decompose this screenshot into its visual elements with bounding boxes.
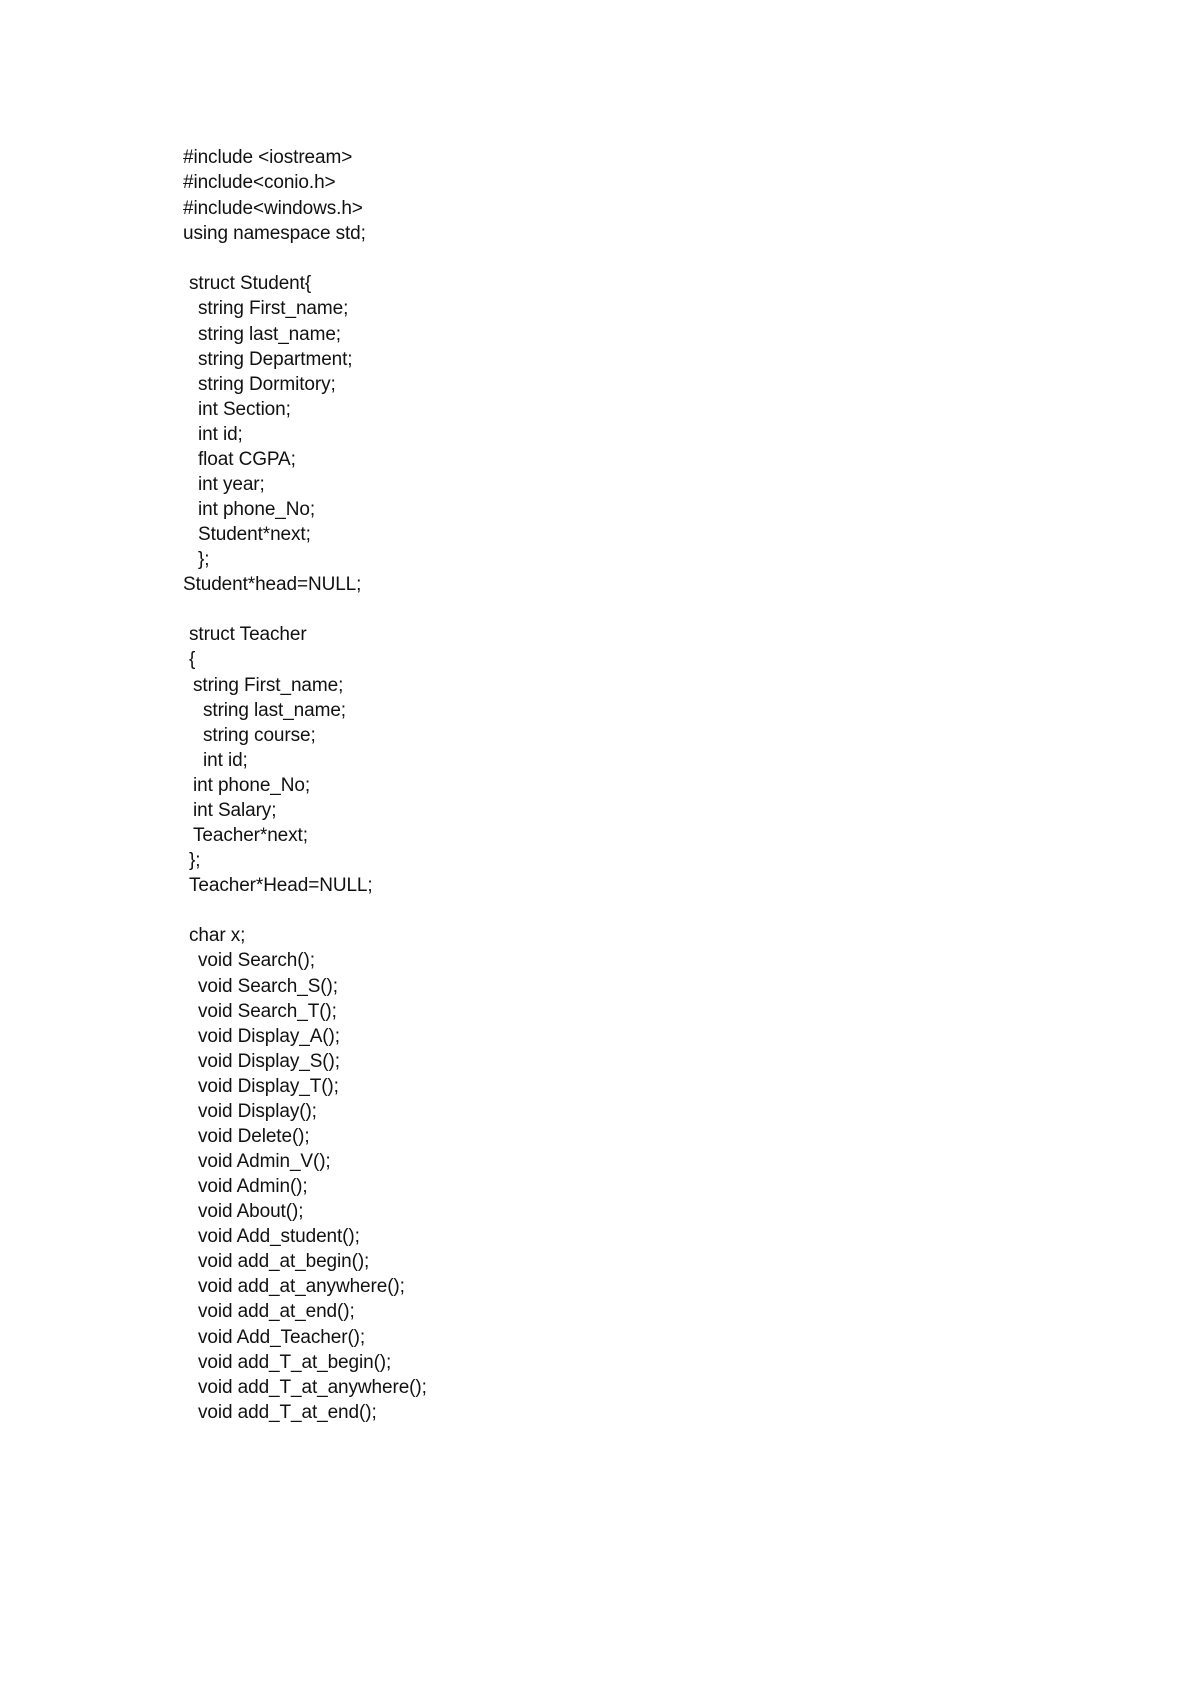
code-line: void Search_T(); xyxy=(198,1001,337,1022)
code-line: void Add_student(); xyxy=(198,1226,360,1247)
code-line: void Display_S(); xyxy=(198,1051,340,1072)
code-line: string Dormitory; xyxy=(198,374,336,395)
code-line: Student*next; xyxy=(198,524,311,545)
code-line: using namespace std; xyxy=(183,223,366,244)
code-line: { xyxy=(189,649,196,670)
code-line: string Department; xyxy=(198,349,353,370)
code-line: }; xyxy=(198,549,210,570)
code-line: void Admin_V(); xyxy=(198,1151,331,1172)
code-line: string last_name; xyxy=(198,324,341,345)
code-line: int phone_No; xyxy=(198,499,316,520)
code-line: int id; xyxy=(203,750,248,771)
code-line: void add_at_anywhere(); xyxy=(198,1276,405,1297)
code-line: void Search(); xyxy=(198,950,315,971)
code-line: struct Student{ xyxy=(189,273,312,294)
code-line: void Display(); xyxy=(198,1101,317,1122)
code-line: int id; xyxy=(198,424,243,445)
code-line: string last_name; xyxy=(203,700,346,721)
code-line: }; xyxy=(189,850,201,871)
code-line: int Salary; xyxy=(193,800,277,821)
code-line: int Section; xyxy=(198,399,291,420)
code-line: int year; xyxy=(198,474,265,495)
code-line: void Delete(); xyxy=(198,1126,310,1147)
code-line: #include<windows.h> xyxy=(183,198,363,219)
code-line: void add_T_at_anywhere(); xyxy=(198,1377,427,1398)
code-line: float CGPA; xyxy=(198,449,296,470)
code-line: Teacher*next; xyxy=(193,825,308,846)
code-line: string First_name; xyxy=(198,298,349,319)
code-line: void Search_S(); xyxy=(198,976,338,997)
code-line: void Display_T(); xyxy=(198,1076,339,1097)
code-line: string First_name; xyxy=(193,675,344,696)
code-line: Teacher*Head=NULL; xyxy=(189,875,373,896)
code-line: int phone_No; xyxy=(193,775,311,796)
code-line: void Add_Teacher(); xyxy=(198,1327,366,1348)
code-line: void add_at_begin(); xyxy=(198,1251,370,1272)
code-line: void add_T_at_end(); xyxy=(198,1402,377,1423)
code-line: struct Teacher xyxy=(189,624,307,645)
code-line: #include<conio.h> xyxy=(183,172,336,193)
code-line: #include <iostream> xyxy=(183,147,353,168)
code-line: char x; xyxy=(189,925,246,946)
code-line: void About(); xyxy=(198,1201,304,1222)
code-line: void add_T_at_begin(); xyxy=(198,1352,392,1373)
code-line: void Admin(); xyxy=(198,1176,308,1197)
code-line: void add_at_end(); xyxy=(198,1301,355,1322)
code-line: Student*head=NULL; xyxy=(183,574,362,595)
code-line: void Display_A(); xyxy=(198,1026,340,1047)
code-line: string course; xyxy=(203,725,316,746)
